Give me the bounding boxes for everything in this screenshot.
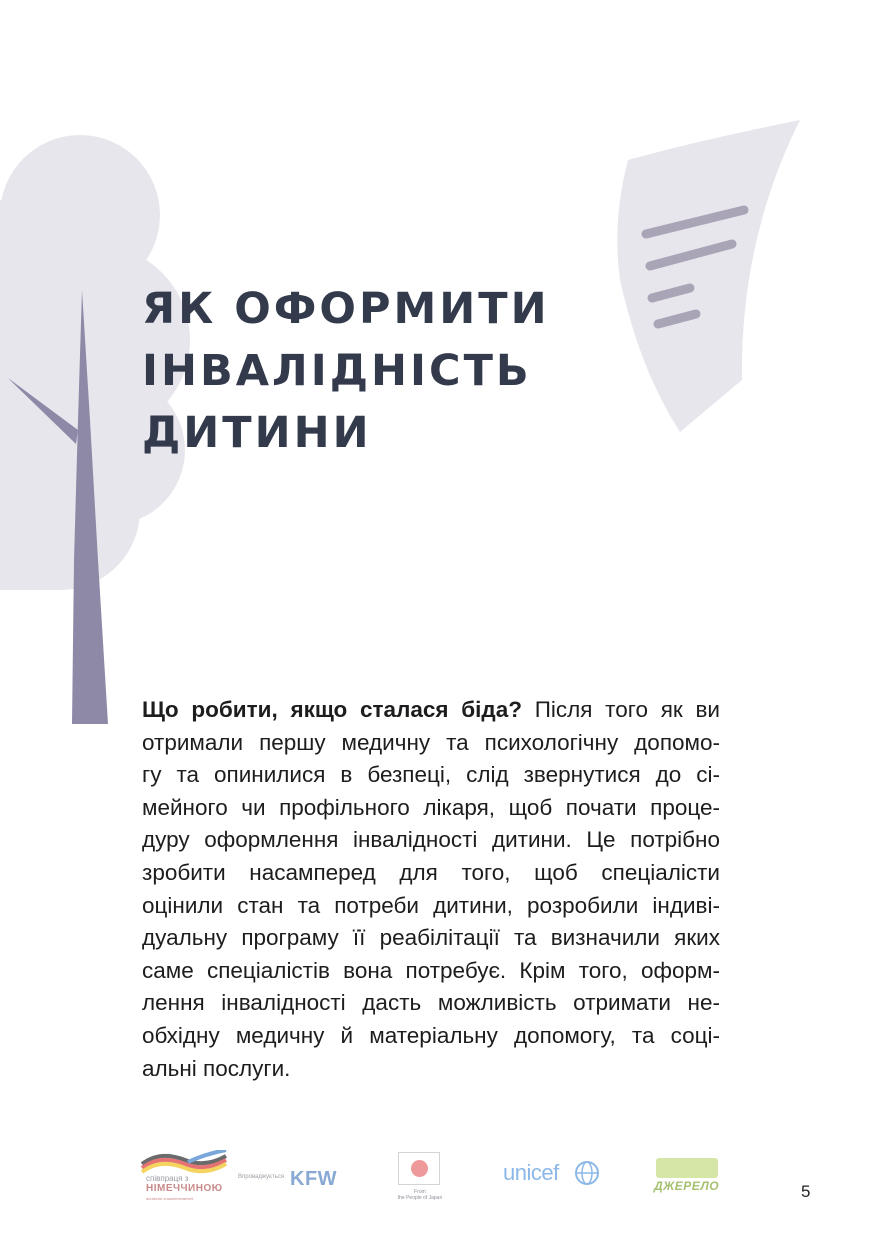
paragraph-line-text: Після того як ви <box>521 697 720 722</box>
dzherelo-logo <box>652 1158 722 1198</box>
paragraph-line: мейного чи профільного лікаря, щоб почати проце- <box>142 794 720 820</box>
japan-caption-1: From <box>414 1189 426 1195</box>
giz-subcaption: deutsche zusammenarbeit <box>146 1196 193 1201</box>
paragraph-line: дуальну програму її реабілітації та визначили яких <box>142 925 720 951</box>
body-paragraph <box>142 694 720 1085</box>
paragraph-line: зробити насамперед для того, щоб спеціалісти <box>142 859 720 885</box>
paragraph-line <box>142 694 720 727</box>
lead-question: Що робити, якщо сталася біда? <box>142 697 522 722</box>
paragraph-line: обхідну медичну й матеріальну допомогу, та соці- <box>142 1022 720 1048</box>
partner-logos <box>0 1140 874 1210</box>
giz-logo <box>140 1150 230 1200</box>
paragraph-line: гу та опинилися в безпеці, слід звернутися до сі- <box>142 762 720 788</box>
paragraph-line: лення інвалідності дасть можливість отримати не- <box>142 990 720 1016</box>
japan-aid-logo <box>390 1152 450 1208</box>
unicef-logo: unicef <box>503 1160 559 1185</box>
title-line-3: ДИТИНИ <box>142 408 372 458</box>
paragraph-line: отримали першу медичну та психологічну допомо- <box>142 729 720 755</box>
title-line-2: ІНВАЛІДНІСТЬ <box>142 346 532 396</box>
paragraph-line: саме спеціалістів вона потребує. Крім того, оформ- <box>142 957 720 983</box>
paragraph-line: дуру оформлення інвалідності дитини. Це потрібно <box>142 827 720 853</box>
paragraph-line: альні послуги. <box>142 1055 291 1081</box>
page-number: 5 <box>801 1182 811 1201</box>
dzherelo-name: ДЖЕРЕЛО <box>654 1179 720 1193</box>
title-line-1: ЯК ОФОРМИТИ <box>142 284 550 334</box>
flag-wave-icon <box>140 1150 230 1174</box>
unicef-globe-icon <box>574 1160 600 1186</box>
children-figures-icon <box>656 1158 718 1178</box>
paragraph-line: оцінили стан та потреби дитини, розробили індиві- <box>142 892 720 918</box>
giz-caption: співпраця з <box>146 1174 189 1183</box>
implemented-by-label: Впроваджується <box>238 1174 285 1180</box>
kfw-logo: KFW <box>290 1168 338 1190</box>
giz-country: НІМЕЧЧИНОЮ <box>146 1183 223 1194</box>
paper-sheet-illustration <box>617 120 800 432</box>
japan-flag-icon <box>398 1152 440 1185</box>
japan-caption-2: the People of Japan <box>397 1195 443 1201</box>
page-title <box>142 278 550 464</box>
